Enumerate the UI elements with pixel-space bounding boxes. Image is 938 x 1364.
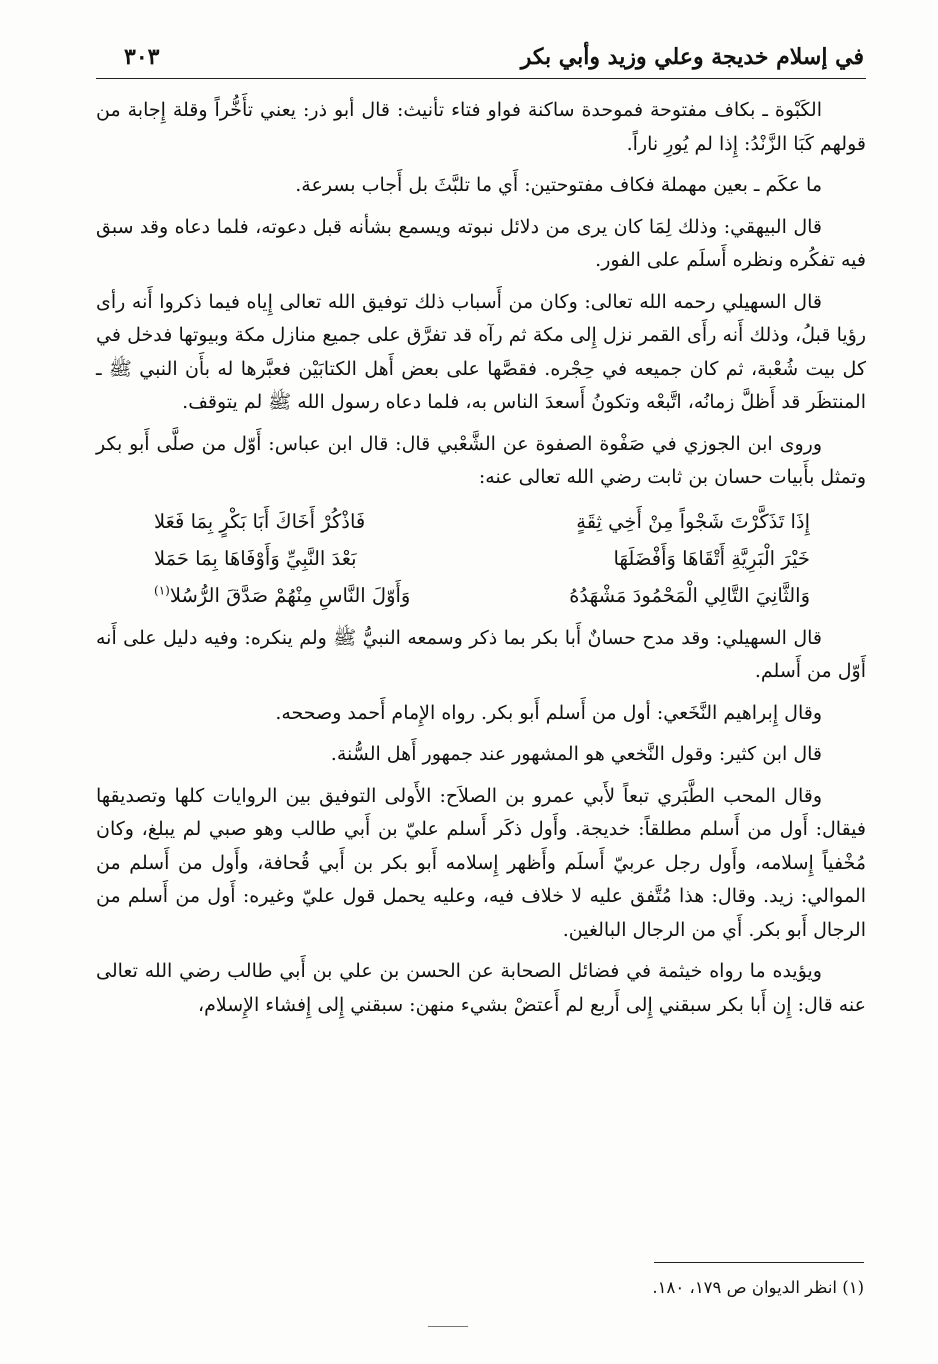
paragraph: قال السهيلي رحمه الله تعالى: وكان من أَسباب ذلك توفيق الله تعالى إِياه فيما ذكروا أَنه رأى رؤيا قبلُ، وذلك أَنه رأَى القمر نزل إِلى مكة ثم رآه قد تفرَّق على جميع منازل مكة وبيوتها فدخل في كل بيت شُعْبة، ثم كان جميعه في حِجْره. فقصَّها على بعض أَهل الكتابَيْن فعبَّرها له بأَن النبي ﷺ ـ المنتظَر قد أَظلَّ زمانُه، اتَّبعْه وتكونُ أَسعدَ الناس به، فلما دعاه رسول الله ﷺ لم يتوقف. xyxy=(96,290,866,413)
verse-first-hemistich: وَالثَّانِيَ التَّالِي الْمَحْمُودَ مَشْهَدُهُ xyxy=(569,583,810,607)
bottom-mark xyxy=(428,1326,468,1327)
paragraph: قال البيهقي: وذلك لِمَا كان يرى من دلائل نبوته ويسمع بشأنه قبل دعوته، فلما دعاه وقد سبق فيه تفكُره ونظره أَسلَم على الفور. xyxy=(96,215,866,271)
footnote-marker: (١) xyxy=(154,583,170,597)
paragraph: الكَبْوة ـ بكاف مفتوحة فموحدة ساكنة فواو فتاء تأنيث: قال أبو ذر: يعني تأَخُّراً وقلة إِجابة من قولهم كَبَا الزَّنْدُ: إِذا لم يُورِ ناراً. xyxy=(96,99,866,155)
paragraph: وقال إِبراهيم النَّخَعي: أول من أَسلم أَبو بكر. رواه الإِمام أَحمد وصححه. xyxy=(275,701,822,724)
paragraph: قال ابن كثير: وقول النَّخعي هو المشهور عند جمهور أَهل السُّنة. xyxy=(330,743,822,765)
verse-line xyxy=(154,577,810,614)
verse-second-hemistich: فَاذْكُرْ أَخَاكَ أَبَا بَكْرٍ بِمَا فَعَلا xyxy=(154,509,366,533)
paragraph: قال السهيلي: وقد مدح حسانٌ أَبا بكر بما ذكر وسمعه النبيُّ ﷺ ولم ينكره: وفيه دليل على أَنه أَوّل من أَسلم. xyxy=(96,626,866,682)
paragraph: وقال المحب الطَّبَري تبعاً لأَبي عمرو بن الصلاَح: الأَولى التوفيق بين الروايات كلها وتصديقها فيقال: أَول من أَسلم مطلقاً: خديجة. وأَول ذكَر أَسلم عليّ بن أَبي طالب وهو صبي لم يبلغ، وكان مُخْفياً إِسلامه، وأَول رجل عربيّ أَسلَم وأَظهر إِسلامه أَبو بكر بن أَبي قُحافة، وأَول من أَسلم من الموالي: زيد. وقال: هذا مُتَّفق عليه لا خلاف فيه، وعليه يحمل قول عليّ وغيره: أَول من أَسلم من الرجال أَبو بكر. أَي من الرجال البالغين. xyxy=(96,784,866,941)
footnote: (١) انظر الديوان ص ١٧٩، ١٨٠. xyxy=(652,1278,864,1297)
paragraph: ما عكَم ـ بعين مهملة فكاف مفتوحتين: أَي ما تلبَّثَ بل أَجاب بسرعة. xyxy=(295,174,822,196)
paragraph: ويؤيده ما رواه خيثمة في فضائل الصحابة عن الحسن بن علي بن أَبي طالب رضي الله تعالى عنه قال: إِن أَبا بكر سبقني إِلى أَربع لم أَعتضْ بشيء منهن: سبقني إِلى إِفشاء الإِسلام، xyxy=(96,960,866,1016)
paragraph: وروى ابن الجوزي في صَفْوة الصفوة عن الشَّعْبي قال: قال ابن عباس: أَوّل من صلَّى أَبو بكر وتمثل بأَبيات حسان بن ثابت رضي الله تعالى عنه: xyxy=(96,432,866,488)
footnote-separator xyxy=(654,1262,864,1263)
page-header xyxy=(96,38,866,79)
verse-line xyxy=(154,503,810,540)
verse-first-hemistich: خَيْرَ الْبَرِيَّةِ أَتْقَاهَا وَأَفْضَلَهَا xyxy=(613,546,810,570)
verse-line xyxy=(154,540,810,577)
verse-first-hemistich: إِذَا تَذَكَّرْتَ شَجْواً مِنْ أَخِي ثِقَةٍ xyxy=(576,509,810,533)
verse-second-hemistich: بَعْدَ النَّبِيِّ وَأَوْفَاهَا بِمَا حَمَلا xyxy=(154,546,357,570)
poem-verses xyxy=(96,503,866,614)
main-text xyxy=(96,94,866,1030)
verse-second-hemistich xyxy=(154,577,410,614)
verse-text: وَأَوّلَ النَّاسِ مِنْهُمْ صَدَّقَ الرُّسُلا xyxy=(169,583,411,607)
page-number: ٣٠٣ xyxy=(124,44,160,70)
running-title: في إسلام خديجة وعلي وزيد وأبي بكر xyxy=(520,44,864,70)
book-page xyxy=(96,28,866,1348)
